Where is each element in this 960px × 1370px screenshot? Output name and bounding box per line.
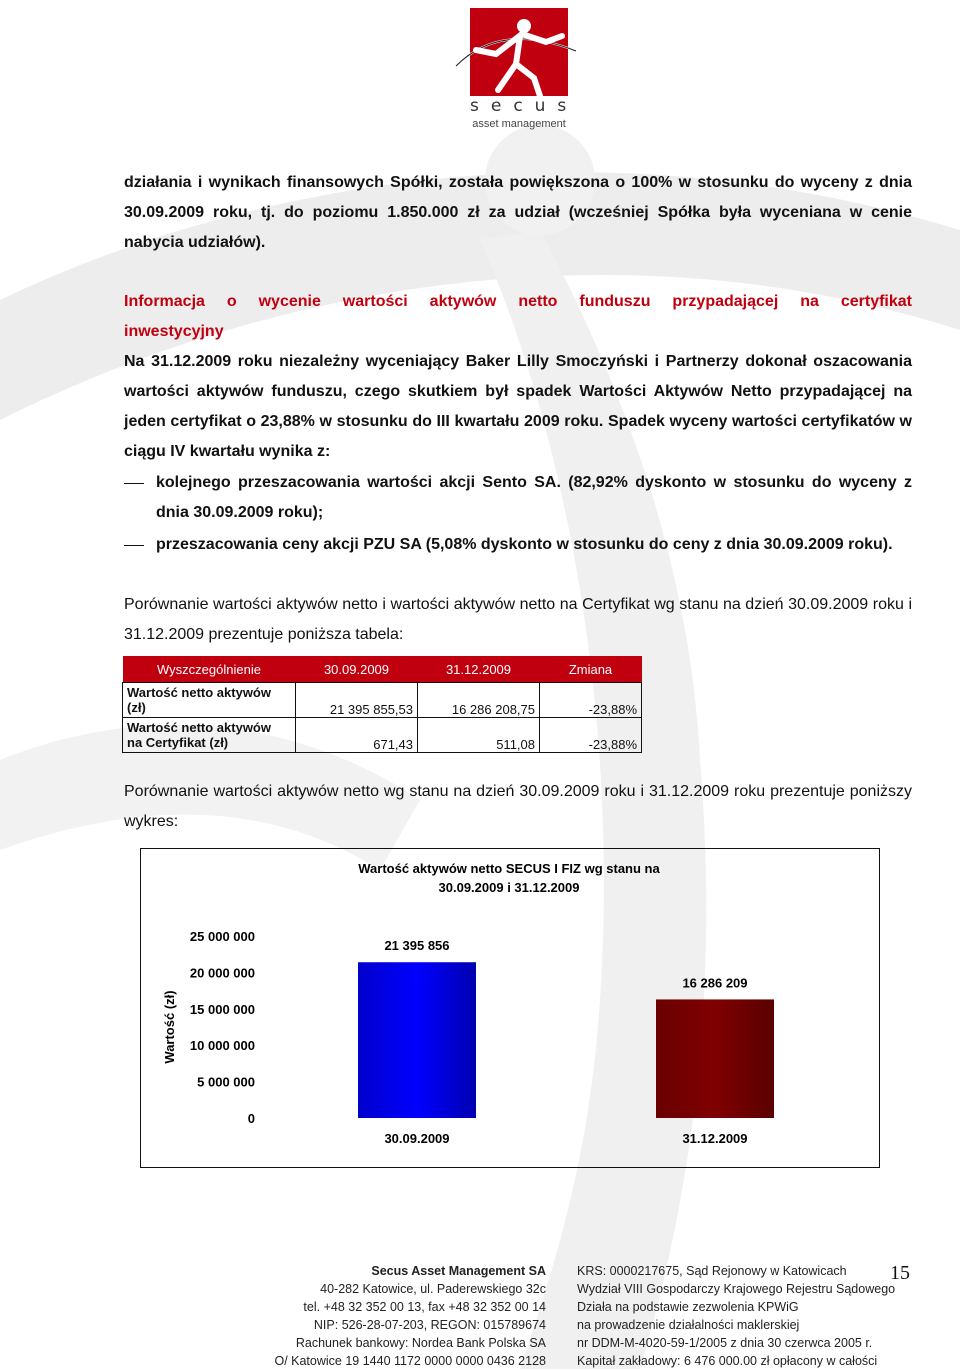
table-header-cell: 30.09.2009: [296, 656, 418, 683]
chart-data-label: 21 395 856: [384, 938, 450, 954]
bullet-dash: [124, 483, 144, 484]
chart-bar-30.09.2009: [358, 962, 476, 1118]
table-row: [123, 683, 642, 718]
chart-y-tick-label: 10 000 000: [189, 1038, 255, 1054]
table-cell: -23,88%: [540, 683, 642, 718]
chart-frame: [140, 848, 880, 1168]
table-cell: 21 395 855,53: [296, 683, 418, 718]
chart-x-tick-label: 31.12.2009: [682, 1131, 748, 1146]
intro-paragraph: działania i wynikach finansowych Spółki, została powiększona o 100% w stosunku do wyceny z dnia 30.09.2009 roku, tj. do poziomu 1.850.000 zł za udział (wcześniej Spółka była wyceniana w cenie nabycia udziałów).: [124, 174, 912, 251]
chart-title-line-1: Wartość aktywów netto SECUS I FIZ wg stanu na: [358, 861, 660, 876]
footer-line: nr DDM-M-4020-59-1/2005 z dnia 30 czerwca 2005 r.: [577, 1336, 873, 1350]
footer-line: Kapitał zakładowy: 6 476 000.00 zł opłacony w całości: [577, 1354, 878, 1368]
table-row-label: [123, 718, 296, 753]
chart-y-tick-label: 25 000 000: [189, 929, 255, 944]
page-number: 15: [890, 1262, 910, 1284]
bar-chart: [141, 849, 879, 1167]
footer-line: Rachunek bankowy: Nordea Bank Polska SA: [295, 1336, 546, 1350]
table-header-cell: Zmiana: [540, 656, 642, 683]
table-cell: 16 286 208,75: [418, 683, 540, 718]
valuation-table: [122, 656, 642, 753]
section-heading: Informacja o wycenie wartości aktywów netto funduszu przypadającej na certyfikat inwestycyjny: [124, 293, 912, 340]
chart-y-tick-label: 5 000 000: [197, 1074, 255, 1090]
chart-bar-31.12.2009: [656, 999, 774, 1118]
bullet-item-pzu: [124, 530, 912, 560]
footer-company-block: [254, 1262, 546, 1370]
row-label-line: (zł): [127, 700, 146, 715]
table-intro-paragraph: Porównanie wartości aktywów netto i wartości aktywów netto na Certyfikat wg stanu na dzień 30.09.2009 roku i 31.12.2009 prezentuje poniższa tabela:: [124, 596, 912, 643]
footer-line: Działa na podstawie zezwolenia KPWiG: [577, 1300, 799, 1314]
footer-line: Secus Asset Management SA: [371, 1264, 546, 1278]
footer-line: NIP: 526-28-07-203, REGON: 015789674: [313, 1318, 546, 1332]
body-paragraph: Na 31.12.2009 roku niezależny wyceniający Baker Lilly Smoczyński i Partnerzy dokonał oszacowania wartości aktywów funduszu, czego skutkiem był spadek Wartości Aktywów Netto przypadającej na jeden certyfikat o 23,88% w stosunku do III kwartału 2009 roku. Spadek wyceny wartości certyfikatów w ciągu IV kwartału wynika z:: [124, 353, 912, 460]
row-label-line: na Certyfikat (zł): [127, 735, 229, 750]
chart-title-line-2: 30.09.2009 i 31.12.2009: [438, 880, 580, 895]
chart-y-tick-label: 15 000 000: [189, 1001, 255, 1017]
footer-line: tel. +48 32 352 00 13, fax +48 32 352 00 14: [303, 1300, 546, 1314]
footer-registry-block: [577, 1262, 917, 1370]
bullet-text: kolejnego przeszacowania wartości akcji Sento SA. (82,92% dyskonto w stosunku do wyceny z dnia 30.09.2009 roku);: [156, 474, 912, 521]
table-cell: -23,88%: [540, 718, 642, 753]
chart-y-tick-label: 0: [247, 1111, 255, 1126]
chart-y-axis-label: Wartość (zł): [162, 990, 177, 1064]
chart-y-tick-label: 20 000 000: [189, 965, 255, 981]
table-cell: 671,43: [296, 718, 418, 753]
row-label-line: Wartość netto aktywów: [127, 720, 271, 735]
table-cell: 511,08: [418, 718, 540, 753]
table-header-cell: 31.12.2009: [418, 656, 540, 683]
table-row-label: [123, 683, 296, 718]
table-header-row: [123, 656, 642, 683]
bullet-dash: [124, 545, 144, 546]
bullet-text: przeszacowania ceny akcji PZU SA (5,08% dyskonto w stosunku do ceny z dnia 30.09.2009 roku).: [156, 536, 893, 553]
chart-x-tick-label: 30.09.2009: [384, 1131, 450, 1146]
table-row: [123, 718, 642, 753]
logo-subtitle: asset management: [472, 118, 566, 130]
chart-data-label: 16 286 209: [682, 975, 748, 991]
table-header-cell: Wyszczególnienie: [123, 656, 296, 683]
bullet-item-sento: [124, 468, 912, 528]
footer-line: KRS: 0000217675, Sąd Rejonowy w Katowicach: [577, 1264, 847, 1278]
chart-intro-paragraph: Porównanie wartości aktywów netto wg stanu na dzień 30.09.2009 roku i 31.12.2009 roku prezentuje poniższy wykres:: [124, 783, 912, 830]
logo-wordmark: secus: [470, 96, 579, 116]
row-label-line: Wartość netto aktywów: [127, 685, 271, 700]
footer-line: 40-282 Katowice, ul. Paderewskiego 32c: [320, 1282, 546, 1296]
footer-line: O/ Katowice 19 1440 1172 0000 0000 0436 2128: [274, 1354, 546, 1368]
footer-line: Wydział VIII Gospodarczy Krajowego Rejestru Sądowego: [577, 1282, 896, 1296]
footer-line: na prowadzenie działalności maklerskiej: [577, 1318, 800, 1332]
